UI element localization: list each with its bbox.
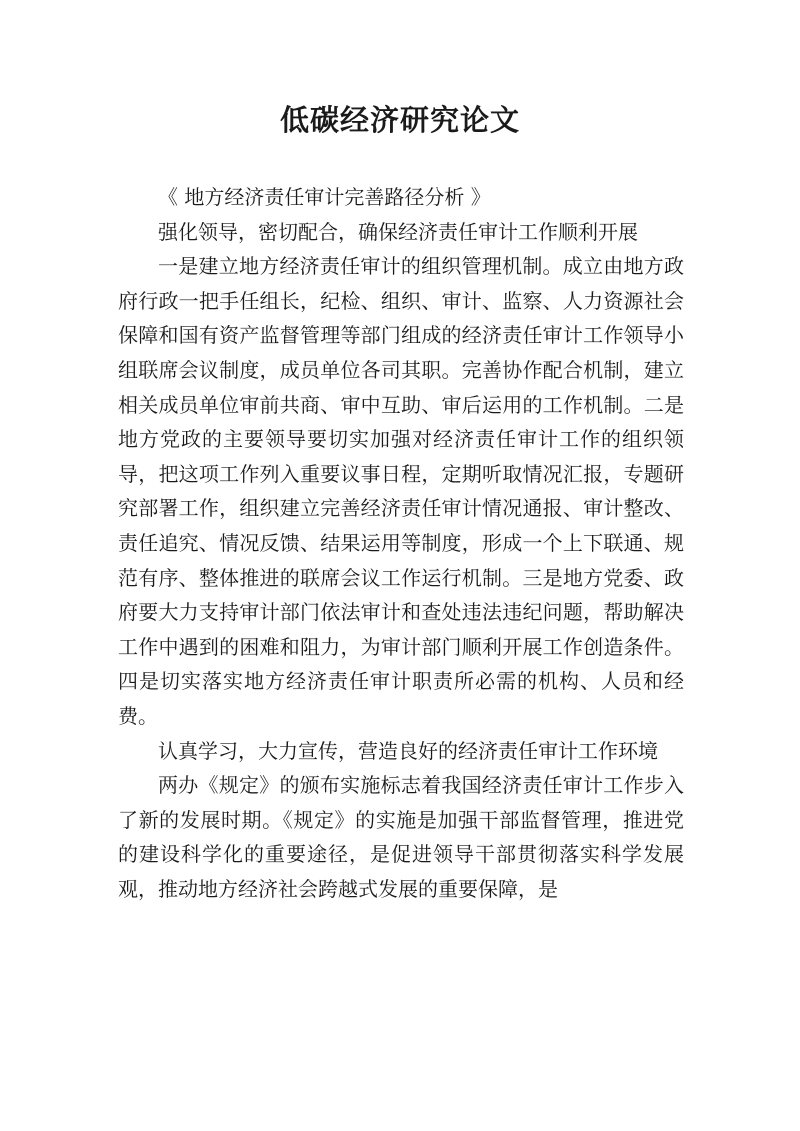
section-heading-leadership: 强化领导，密切配合，确保经济责任审计工作顺利开展 <box>158 219 638 244</box>
article-source-heading: 《 地方经济责任审计完善路径分析 》 <box>158 185 491 209</box>
paragraph-organization-mechanism: 一是建立地方经济责任审计的组织管理机制。成立由地方政府行政一把手任组长，纪检、组织、审计、监察、人力资源社会保障和国有资产监督管理等部门组成的经济责任审计工作领导小组联席会议制度，成员单位各司其职。完善协作配合机制，建立相关成员单位审前共商、审中互助、审后运用的工作机制。二是地方党政的主要领导要切实加强对经济责任审计工作的组织领导，把这项工作列入重要议事日程，定期听取情况汇报，专题研究部署工作，组织建立完善经济责任审计情况通报、审计整改、责任追究、情况反馈、结果运用等制度，形成一个上下联通、规范有序、整体推进的联席会议工作运行机制。三是地方党委、政府要大力支持审计部门依法审计和查处违法违纪问题，帮助解决工作中遇到的困难和阻力，为审计部门顺利开展工作创造条件。四是切实落实地方经济责任审计职责所必需的机构、人员和经费。 <box>118 254 684 728</box>
document-title: 低碳经济研究论文 <box>279 103 520 137</box>
paragraph-regulations: 两办《规定》的颁布实施标志着我国经济责任审计工作步入了新的发展时期。《规定》的实施是加强干部监督管理，推进党的建设科学化的重要途径，是促进领导干部贯彻落实科学发展观，推动地方经济社会跨越式发展的重要保障，是 <box>118 773 684 901</box>
section-heading-study-publicity: 认真学习，大力宣传，营造良好的经济责任审计工作环境 <box>158 738 658 763</box>
document-body <box>118 180 684 906</box>
